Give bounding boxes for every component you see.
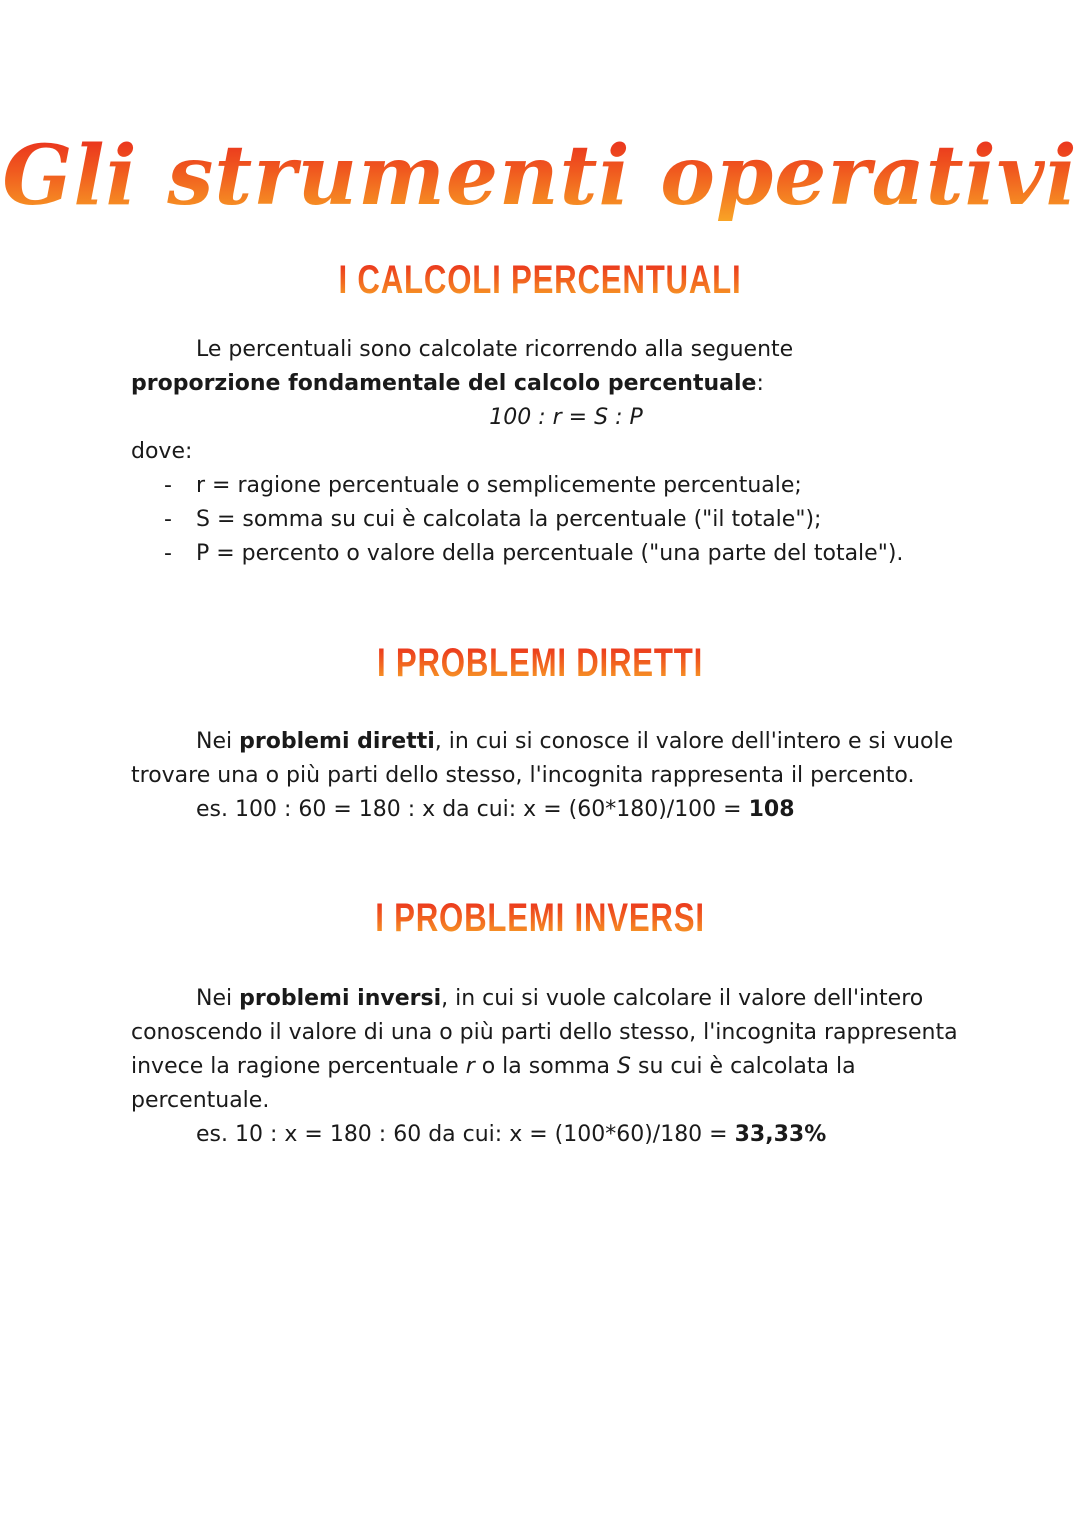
list-item bbox=[131, 503, 961, 537]
variable-s: S bbox=[617, 1054, 631, 1079]
paragraph-rest: , in cui si conosce il valore dell'intero e si vuole trovare una o più parti dello stesso, l'incognita rappresenta il percento. bbox=[131, 729, 954, 788]
variable-r: r bbox=[465, 1054, 475, 1079]
section-inversi-body bbox=[131, 982, 961, 1152]
paragraph-start: Nei bbox=[196, 986, 240, 1011]
paragraph-start: Nei bbox=[196, 729, 240, 754]
example-result: 108 bbox=[748, 797, 795, 822]
intro-bold-text: proporzione fondamentale del calcolo percentuale bbox=[131, 371, 757, 396]
intro-second-line bbox=[131, 367, 961, 401]
list-item-text: r = ragione percentuale o semplicemente percentuale; bbox=[196, 473, 802, 498]
section-diretti-body bbox=[131, 725, 961, 827]
example-text: es. 100 : 60 = 180 : x da cui: x = (60*180)/100 = bbox=[196, 797, 749, 822]
heading-calcoli-percentuali: I CALCOLI PERCENTUALI bbox=[119, 258, 961, 303]
list-item-text: P = percento o valore della percentuale ("una parte del totale"). bbox=[196, 541, 904, 566]
page-title: Gli strumenti operativi bbox=[0, 128, 1080, 224]
example-line bbox=[131, 1118, 961, 1152]
paragraph-mid2: o la somma bbox=[474, 1054, 618, 1079]
heading-problemi-inversi: I PROBLEMI INVERSI bbox=[119, 896, 961, 941]
paragraph-bold: problemi diretti bbox=[239, 729, 435, 754]
list-bullet: - bbox=[164, 507, 172, 532]
paragraph-end: su cui è calcolata la percentuale. bbox=[131, 1054, 856, 1113]
paragraph-mid: , in cui si vuole calcolare il valore dell'intero conoscendo il valore di una o più parti dello stesso, l'incognita rappresenta invece la ragione percentuale bbox=[131, 986, 958, 1079]
example-result: 33,33% bbox=[734, 1122, 827, 1147]
intro-line: Le percentuali sono calcolate ricorrendo alla seguente bbox=[196, 337, 794, 362]
section-calcoli-body bbox=[131, 333, 961, 571]
heading-problemi-diretti: I PROBLEMI DIRETTI bbox=[119, 641, 961, 686]
intro-colon: : bbox=[756, 371, 764, 396]
definitions-list bbox=[131, 469, 961, 571]
dove-label: dove: bbox=[131, 439, 193, 464]
paragraph bbox=[131, 982, 961, 1118]
paragraph bbox=[131, 725, 961, 793]
list-bullet: - bbox=[164, 473, 172, 498]
example-line bbox=[131, 793, 961, 827]
list-bullet: - bbox=[164, 541, 172, 566]
example-text: es. 10 : x = 180 : 60 da cui: x = (100*60)/180 = bbox=[196, 1122, 735, 1147]
list-item bbox=[131, 469, 961, 503]
list-item bbox=[131, 537, 961, 571]
list-item-text: S = somma su cui è calcolata la percentuale ("il totale"); bbox=[196, 507, 822, 532]
proportion-formula: 100 : r = S : P bbox=[489, 405, 643, 430]
paragraph-bold: problemi inversi bbox=[239, 986, 442, 1011]
